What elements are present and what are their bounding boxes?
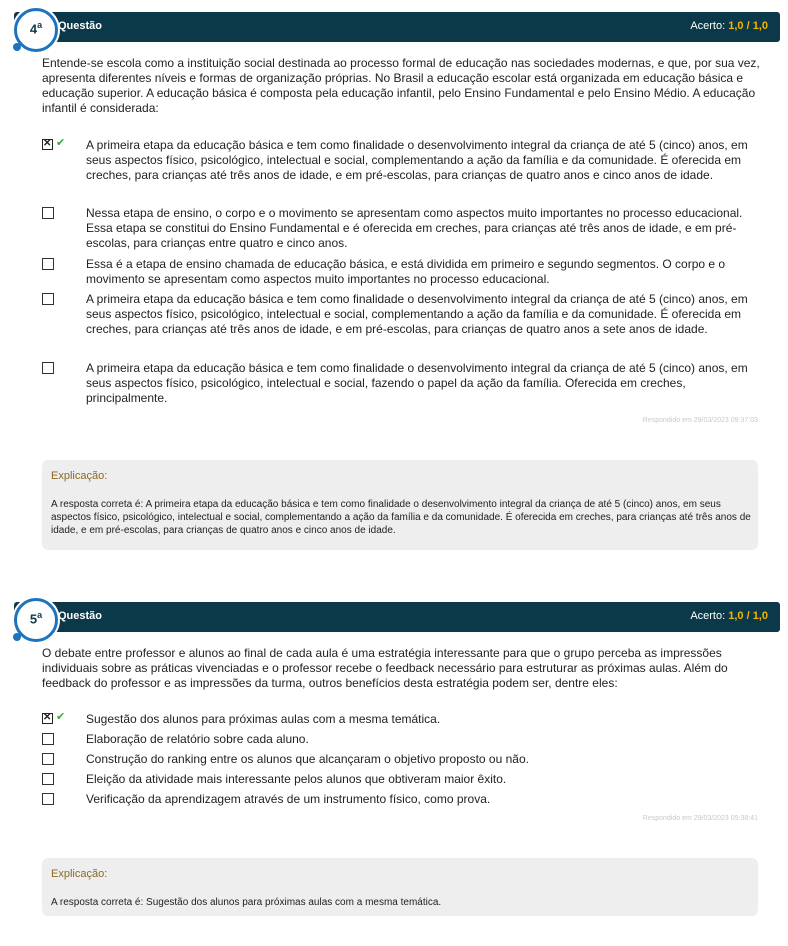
correct-check-icon: ✔ <box>56 711 66 723</box>
question-number-badge <box>14 598 58 642</box>
answered-timestamp: Respondido em 29/03/2023 09:37:03 <box>642 417 758 424</box>
question-stem: O debate entre professor e alunos ao final de cada aula é uma estratégia interessante para que o grupo perceba as impressões individuais sobre as práticas vivenciadas e o professor recebe o feedback necessário para estruturar as próximas aulas. Além do feedback do professor e as impressões da turma, outros benefícios desta estratégia podem ser, dentre eles: <box>42 646 728 690</box>
checkbox[interactable] <box>42 258 54 270</box>
option-text: Nessa etapa de ensino, o corpo e o movimento se apresentam como aspectos muito importantes no processo educacional. Essa etapa se constitui do Ensino Fundamental e é oferecida em creches, para crianças até três anos de idade, e em pré-escolas, para crianças entre quatro e cinco anos. <box>86 206 743 250</box>
option-text: Essa é a etapa de ensino chamada de educação básica, e está dividida em primeiro e segundo segmentos. O corpo e o movimento se apresentam como aspectos muito importantes no processo educacional. <box>86 257 726 286</box>
explanation-text: A resposta correta é: A primeira etapa da educação básica e tem como finalidade o desenvolvimento integral da criança de até 5 (cinco) anos, em seus aspectos físico, psicológico, intelectual e social, complementando a ação da família e da comunidade. É oferecida em creches, para crianças até três anos de idade, e em pré-escolas, para crianças de quatro anos e cinco anos de idade. <box>51 499 751 536</box>
checkbox[interactable] <box>42 733 54 745</box>
score-value: 1,0 / 1,0 <box>728 610 768 622</box>
score-label: Acerto: <box>690 610 726 622</box>
explanation-text: A resposta correta é: Sugestão dos alunos para próximas aulas com a mesma temática. <box>51 897 442 908</box>
explanation-box <box>42 858 758 916</box>
option-text: Verificação da aprendizagem através de um instrumento físico, como prova. <box>86 792 491 806</box>
question-score <box>690 20 768 32</box>
checkbox[interactable] <box>42 773 54 785</box>
question-number-badge <box>14 8 58 52</box>
question-title: Questão <box>58 20 103 32</box>
answered-timestamp: Respondido em 29/03/2023 09:38:41 <box>642 815 758 822</box>
question-ordinal: a <box>37 20 43 30</box>
correct-check-icon: ✔ <box>56 137 66 149</box>
option-text: A primeira etapa da educação básica e tem como finalidade o desenvolvimento integral da criança de até 5 (cinco) anos, em seus aspectos físico, psicológico, intelectual e social, complementando a ação da família e da comunidade. É oferecida em creches, para crianças até três anos de idade, e em pré-escolas, para crianças de quatro anos a sete anos de idade. <box>86 292 748 336</box>
explanation-label: Explicação: <box>51 470 108 482</box>
checkbox-checked[interactable] <box>42 139 53 150</box>
question-stem: Entende-se escola como a instituição social destinada ao processo formal de educação nas sociedades modernas, e que, por sua vez, apresenta diferentes níveis e formas de organização próprias. No Brasil a educação escolar está organizada em educação básica e educação superior. A educação básica é composta pela educação infantil, pelo Ensino Fundamental e pelo Ensino Médio. A educação infantil é considerada: <box>42 56 760 115</box>
option-text: Elaboração de relatório sobre cada aluno. <box>86 732 309 746</box>
explanation-box <box>42 460 758 550</box>
checkbox[interactable] <box>42 793 54 805</box>
option-text: A primeira etapa da educação básica e tem como finalidade o desenvolvimento integral da criança de até 5 (cinco) anos, em seus aspectos físico, psicológico, intelectual e social, complementando a ação da família e da comunidade. É oferecida em creches, para crianças até três anos de idade, e em pré-escolas, para crianças de quatro anos e cinco anos de idade. <box>86 138 748 182</box>
question-score <box>690 610 768 622</box>
checkbox-checked[interactable] <box>42 713 53 724</box>
option-text: A primeira etapa da educação básica e tem como finalidade o desenvolvimento integral da criança de até 5 (cinco) anos, em seus aspectos físico, psicológico, intelectual e social, fazendo o papel da ação da família. Oferecida em creches, principalmente. <box>86 361 748 405</box>
explanation-label: Explicação: <box>51 868 108 880</box>
option-text: Construção do ranking entre os alunos que alcançaram o objetivo proposto ou não. <box>86 752 529 766</box>
checkbox[interactable] <box>42 362 54 374</box>
checkbox[interactable] <box>42 753 54 765</box>
checkbox[interactable] <box>42 293 54 305</box>
question-number: 4 <box>29 21 38 37</box>
option-text: Sugestão dos alunos para próximas aulas com a mesma temática. <box>86 712 441 726</box>
question-header-bar <box>14 602 780 632</box>
score-value: 1,0 / 1,0 <box>728 20 768 32</box>
badge-dot-icon <box>13 633 21 641</box>
question-header-bar <box>14 12 780 42</box>
question-title: Questão <box>58 610 103 622</box>
question-ordinal: a <box>37 610 43 620</box>
option-text: Eleição da atividade mais interessante pelos alunos que obtiveram maior êxito. <box>86 772 507 786</box>
question-number: 5 <box>29 611 38 627</box>
badge-dot-icon <box>13 43 21 51</box>
score-label: Acerto: <box>690 20 726 32</box>
checkbox[interactable] <box>42 207 54 219</box>
